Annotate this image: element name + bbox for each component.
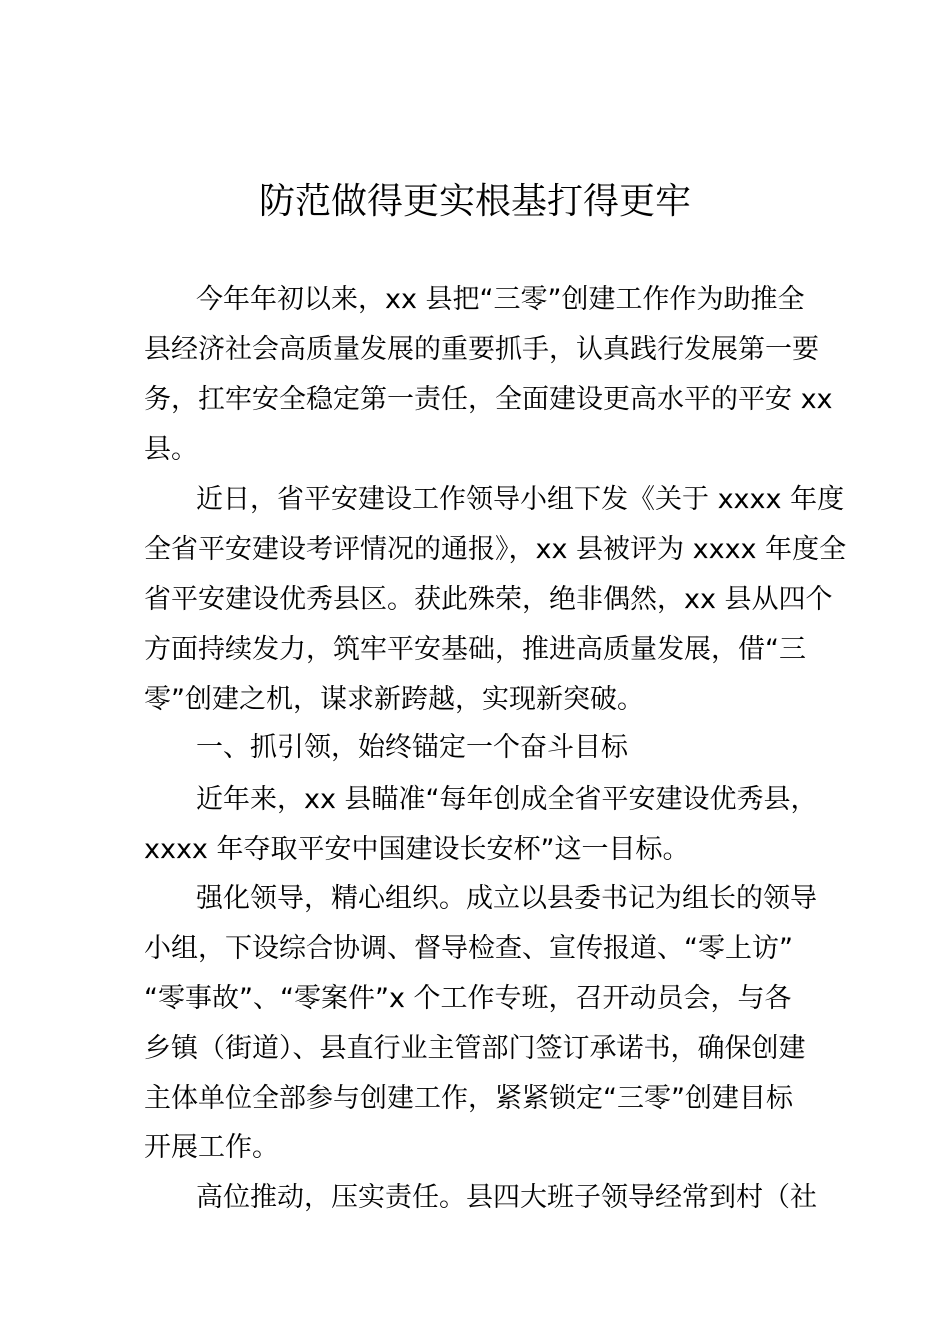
paragraph-line: 县经济社会高质量发展的重要抓手，认真践行发展第一要 — [144, 334, 819, 365]
paragraph-line: 小组，下设综合协调、督导检查、宣传报道、“零上访” — [144, 933, 793, 964]
paragraph-line: 近年来，xx 县瞄准“每年创成全省平安建设优秀县， — [196, 784, 818, 815]
paragraph-line: 县。 — [144, 434, 198, 465]
paragraph-line: 高位推动，压实责任。县四大班子领导经常到村（社 — [196, 1182, 817, 1213]
paragraph-line: 乡镇（街道）、县直行业主管部门签订承诺书，确保创建 — [144, 1033, 806, 1064]
paragraph-line: 务，扛牢安全稳定第一责任，全面建设更高水平的平安 xx — [144, 384, 833, 415]
paragraph-line: “零事故”、“零案件”x 个工作专班，召开动员会，与各 — [144, 983, 792, 1014]
paragraph-line: 省平安建设优秀县区。获此殊荣，绝非偶然，xx 县从四个 — [144, 584, 833, 615]
paragraph-line: 今年年初以来，xx 县把“三零”创建工作作为助推全 — [196, 284, 805, 315]
paragraph-line: xxxx 年夺取平安中国建设长安杯”这一目标。 — [144, 834, 690, 865]
paragraph-line: 零”创建之机，谋求新跨越，实现新突破。 — [144, 684, 644, 715]
document-title: 防范做得更实根基打得更牢 — [258, 181, 691, 222]
section-heading: 一、抓引领，始终锚定一个奋斗目标 — [196, 732, 628, 763]
paragraph-line: 强化领导，精心组织。成立以县委书记为组长的领导 — [196, 883, 817, 914]
paragraph-line: 开展工作。 — [144, 1132, 279, 1163]
paragraph-line: 方面持续发力，筑牢平安基础，推进高质量发展，借“三 — [144, 634, 806, 665]
paragraph-line: 主体单位全部参与创建工作，紧紧锁定“三零”创建目标 — [144, 1083, 793, 1114]
paragraph-line: 全省平安建设考评情况的通报》，xx 县被评为 xxxx 年度全 — [144, 534, 847, 565]
paragraph-line: 近日，省平安建设工作领导小组下发《关于 xxxx 年度 — [196, 484, 845, 515]
